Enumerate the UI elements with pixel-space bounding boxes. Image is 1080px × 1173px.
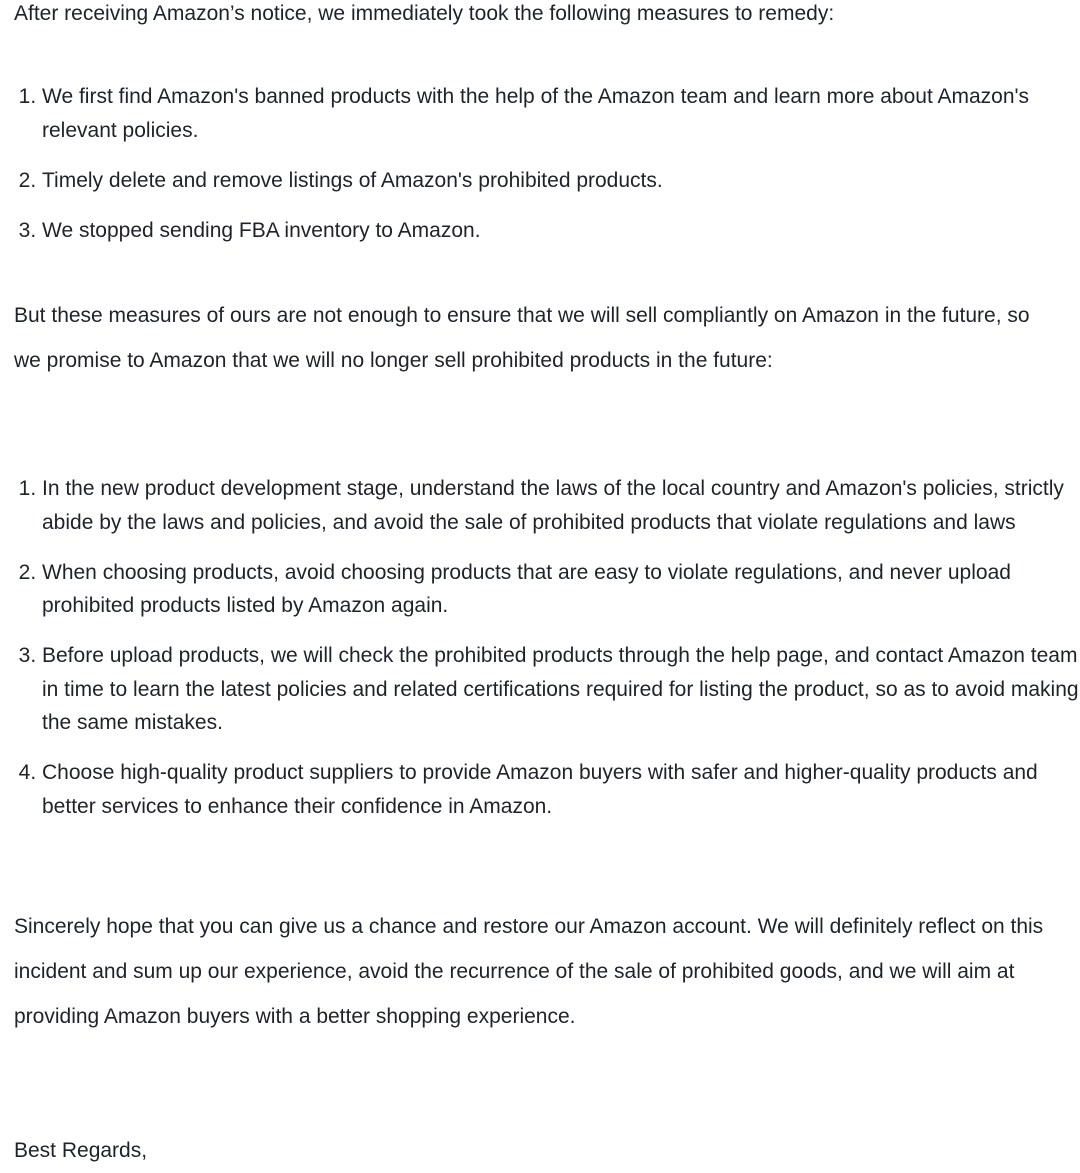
list-item: 3. We stopped sending FBA inventory to Amazon.: [42, 214, 1080, 248]
list-item: 3. Before upload products, we will check the prohibited products through the help page, and contact Amazon team in time to learn the latest policies and related certifications required for listing the product, so as to avoid making the same mistakes.: [42, 639, 1080, 740]
list-item: 4. Choose high-quality product suppliers to provide Amazon buyers with safer and higher-quality products and better services to enhance their confidence in Amazon.: [42, 756, 1080, 823]
promises-list: [14, 472, 1080, 823]
list-item: 1. We first find Amazon's banned products with the help of the Amazon team and learn more about Amazon's relevant policies.: [42, 80, 1080, 147]
list-item: 1. In the new product development stage, understand the laws of the local country and Amazon's policies, strictly abide by the laws and policies, and avoid the sale of prohibited products that violate regulations and laws: [42, 472, 1080, 539]
signoff: Best Regards,: [14, 1139, 148, 1162]
closing-paragraph: Sincerely hope that you can give us a chance and restore our Amazon account. We will definitely reflect on this incident and sum up our experience, avoid the recurrence of the sale of prohibited goods, and we will aim at providing Amazon buyers with a better shopping experience.: [14, 915, 1044, 1028]
intro-paragraph: After receiving Amazon’s notice, we immediately took the following measures to remedy:: [14, 2, 835, 25]
list-item: 2. When choosing products, avoid choosing products that are easy to violate regulations, and never upload prohibited products listed by Amazon again.: [42, 556, 1080, 623]
promise-intro-paragraph: But these measures of ours are not enough to ensure that we will sell compliantly on Amazon in the future, so we promise to Amazon that we will no longer sell prohibited products in the future:: [14, 304, 1030, 372]
list-item: 2. Timely delete and remove listings of Amazon's prohibited products.: [42, 164, 1080, 198]
remedy-measures-list: [14, 80, 1080, 247]
